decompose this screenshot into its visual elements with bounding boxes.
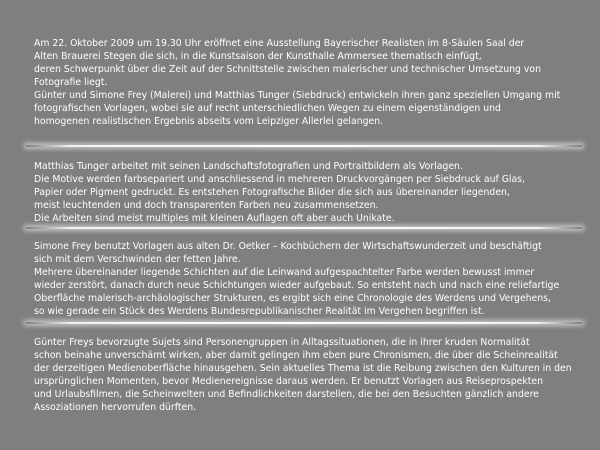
paragraph-line: Oberfläche malerisch-archäologischer Strukturen, es ergibt sich eine Chronologie des Werdens und Vergehens,: [34, 293, 551, 304]
paragraph-line: Alten Brauerei Stegen die sich, in die Kunstsaison der Kunsthalle Ammersee thematisch einfügt,: [34, 51, 482, 62]
paragraph-line: Matthias Tunger arbeitet mit seinen Landschaftsfotografien und Portraitbildern als Vorlagen.: [34, 161, 463, 172]
tunger-paragraph: [34, 160, 525, 225]
paragraph-line: Papier oder Pigment gedruckt. Es entstehen Fotografische Bilder die sich aus übereinander liegenden,: [34, 187, 510, 198]
paragraph-line: schon beinahe unverschämt wirken, aber damit gelingen ihm eben pure Chronismen, die über die Scheinrealität: [34, 350, 558, 361]
paragraph-line: so wie gerade ein Stück des Werdens Bundesrepublikanischer Realität im Vergehen begriffen ist.: [34, 306, 485, 317]
paragraph-line: der derzeitigen Medienoberfläche hinausgehen. Sein aktuelles Thema ist die Reibung zwischen den Kulturen in den: [34, 363, 572, 374]
paragraph-line: meist leuchtenden und doch transparenten Farben neu zusammensetzen.: [34, 200, 379, 211]
paragraph-line: ursprünglichen Momenten, bevor Medienereignisse daraus werden. Er benutzt Vorlagen aus Reiseprospekten: [34, 376, 543, 387]
glow-divider: [26, 227, 582, 229]
paragraph-line: fotografischen Vorlagen, wobei sie auf recht unterschiedlichen Wegen zu einem eigenständigen und: [34, 103, 501, 114]
paragraph-line: Simone Frey benutzt Vorlagen aus alten Dr. Oetker – Kochbüchern der Wirtschaftswunderzeit und beschäftigt: [34, 241, 542, 252]
paragraph-line: Mehrere übereinander liegende Schichten auf die Leinwand aufgespachtelter Farbe werden bewusst immer: [34, 267, 535, 278]
paragraph-line: Die Motive werden farbsepariert und anschliessend in mehreren Druckvorgängen per Siebdruck auf Glas,: [34, 174, 525, 185]
intro-paragraph: [34, 37, 560, 128]
paragraph-line: homogenen realistischen Ergebnis abseits vom Leipziger Allerlei gelangen.: [34, 116, 384, 127]
simone-frey-paragraph: [34, 240, 559, 318]
glow-divider: [26, 145, 582, 147]
paragraph-line: Assoziationen hervorrufen dürften.: [34, 402, 197, 413]
paragraph-line: Fotografie liegt.: [34, 77, 108, 88]
paragraph-line: Günter und Simone Frey (Malerei) und Matthias Tunger (Siebdruck) entwickeln ihren ganz speziellen Umgang mit: [34, 90, 561, 101]
guenter-frey-paragraph: [34, 336, 572, 414]
paragraph-line: wieder zerstört, danach durch neue Schichtungen wieder aufgebaut. So entsteht nach und nach eine reliefartige: [34, 280, 560, 291]
paragraph-line: sich mit dem Verschwinden der fetten Jahre.: [34, 254, 241, 265]
paragraph-line: Am 22. Oktober 2009 um 19.30 Uhr eröffnet eine Ausstellung Bayerischer Realisten im 8-Säulen Saal der: [34, 38, 525, 49]
paragraph-line: Die Arbeiten sind meist multiples mit kleinen Auflagen oft aber auch Unikate.: [34, 213, 395, 224]
paragraph-line: und Urlaubsfilmen, die Scheinwelten und Befindlichkeiten darstellen, die bei den Besuchten gänzlich andere: [34, 389, 539, 400]
glow-divider: [26, 322, 582, 324]
paragraph-line: Günter Freys bevorzugte Sujets sind Personengruppen in Alltagssituationen, die in ihrer kruden Normalität: [34, 337, 530, 348]
paragraph-line: deren Schwerpunkt über die Zeit auf der Schnittstelle zwischen malerischer und technischer Umsetzung von: [34, 64, 541, 75]
